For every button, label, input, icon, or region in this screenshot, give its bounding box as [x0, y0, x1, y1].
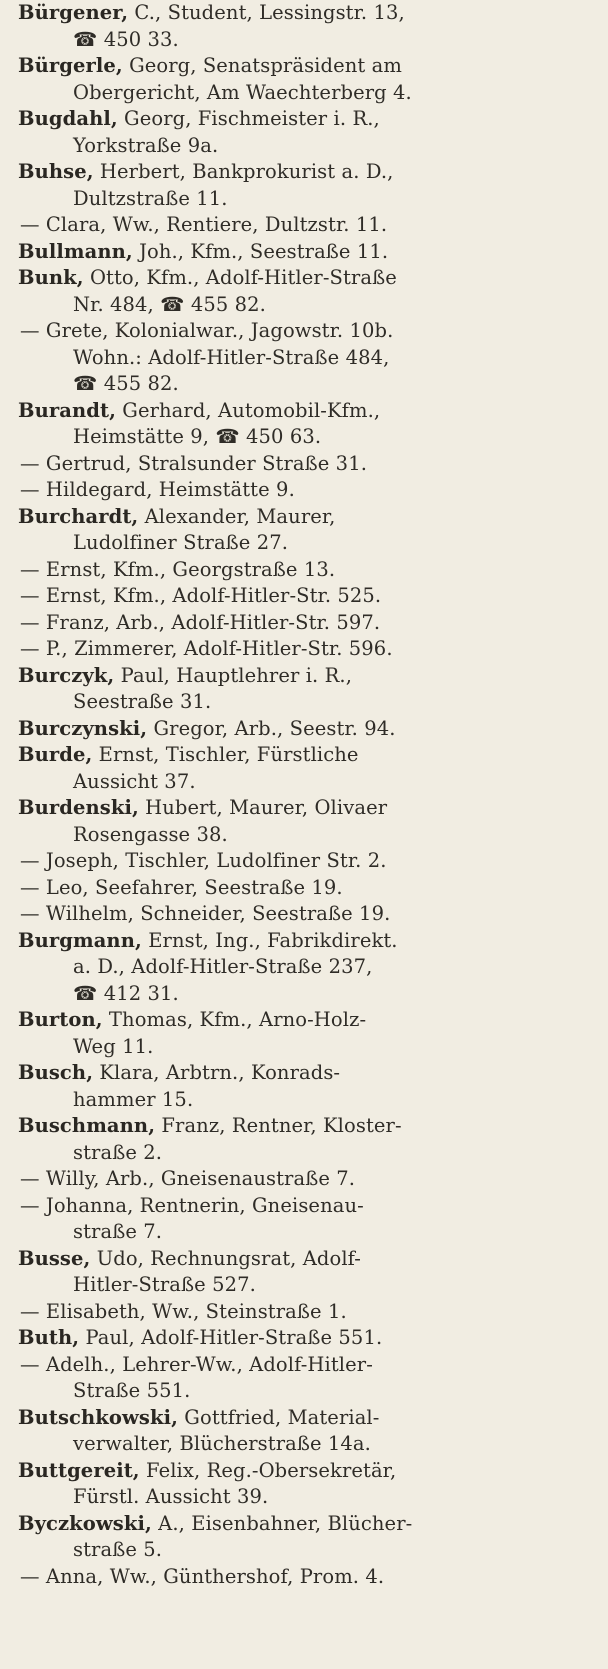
entry-details: Georg, Senatspräsident am	[122, 54, 402, 77]
directory-entry	[18, 239, 598, 266]
entry-details: A., Eisenbahner, Blücher-	[151, 1511, 413, 1535]
directory-entry	[18, 1458, 598, 1485]
related-entry: — Leo, Seefahrer, Seestraße 19.	[20, 875, 343, 899]
entry-details: Franz, Rentner, Kloster-	[155, 1114, 402, 1137]
continuation-line: straße 7.	[73, 1220, 163, 1243]
continuation-line: straße 2.	[73, 1140, 163, 1164]
entry-surname: Burczyk,	[18, 663, 115, 687]
entry-details: Herbert, Bankprokurist a. D.,	[93, 160, 394, 183]
directory-entry	[18, 265, 598, 292]
entry-surname: Burdenski,	[18, 796, 139, 819]
related-entry: — Clara, Ww., Rentiere, Dultzstr. 11.	[20, 213, 388, 236]
continuation-line: ☎ 412 31.	[73, 981, 179, 1005]
continuation-line: Obergericht, Am Waechterberg 4.	[73, 80, 412, 104]
directory-entry	[18, 504, 598, 531]
entry-details: Otto, Kfm., Adolf-Hitler-Straße	[83, 266, 397, 289]
related-entry: — Ernst, Kfm., Adolf-Hitler-Str. 525.	[20, 584, 382, 607]
related-entry: — Joseph, Tischler, Ludolfiner Str. 2.	[20, 849, 387, 872]
directory-entry	[18, 0, 598, 27]
related-entry: — Anna, Ww., Günthershof, Prom. 4.	[20, 1564, 385, 1588]
entry-details: Klara, Arbtrn., Konrads-	[93, 1061, 341, 1084]
continuation-line: a. D., Adolf-Hitler-Straße 237,	[73, 955, 373, 978]
entry-details: Gerhard, Automobil-Kfm.,	[115, 398, 381, 422]
related-entry: — Johanna, Rentnerin, Gneisenau-	[20, 1193, 364, 1217]
continuation-line: Dultzstraße 11.	[73, 186, 228, 210]
entry-surname: Burgmann,	[18, 928, 142, 952]
continuation-line: ☎ 450 33.	[73, 27, 179, 51]
continuation-line: Rosengasse 38.	[73, 822, 228, 846]
continuation-line: Fürstl. Aussicht 39.	[73, 1485, 269, 1508]
directory-entry	[18, 1113, 598, 1140]
entry-surname: Burton,	[18, 1008, 103, 1031]
directory-entry	[18, 1246, 598, 1273]
continuation-line: Hitler-Straße 527.	[73, 1273, 256, 1296]
continuation-line: Weg 11.	[73, 1034, 154, 1058]
directory-entry	[18, 53, 598, 80]
entry-details: C., Student, Lessingstr. 13,	[128, 1, 405, 24]
directory-entry	[18, 1325, 598, 1352]
continuation-line: Heimstätte 9, ☎ 450 63.	[73, 425, 322, 448]
related-entry: — Adelh., Lehrer-Ww., Adolf-Hitler-	[20, 1352, 373, 1376]
continuation-line: ☎ 455 82.	[73, 372, 179, 395]
related-entry: — Elisabeth, Ww., Steinstraße 1.	[20, 1299, 347, 1323]
related-entry: — Grete, Kolonialwar., Jagowstr. 10b.	[20, 319, 394, 342]
entry-surname: Burczynski,	[18, 716, 148, 740]
entry-details: Gottfried, Material-	[178, 1405, 380, 1429]
continuation-line: Yorkstraße 9a.	[73, 133, 219, 157]
related-entry: — Wilhelm, Schneider, Seestraße 19.	[20, 902, 391, 925]
directory-entry	[18, 663, 598, 690]
entry-surname: Buth,	[18, 1326, 80, 1349]
entry-details: Udo, Rechnungsrat, Adolf-	[90, 1246, 361, 1270]
continuation-line: hammer 15.	[73, 1087, 194, 1111]
entry-surname: Bunk,	[18, 266, 84, 289]
directory-entry	[18, 1511, 598, 1538]
directory-entry	[18, 928, 598, 955]
continuation-line: verwalter, Blücherstraße 14a.	[73, 1432, 371, 1455]
entry-surname: Butschkowski,	[18, 1405, 178, 1429]
entry-surname: Burchardt,	[18, 504, 139, 528]
continuation-line: Nr. 484, ☎ 455 82.	[73, 292, 266, 316]
continuation-line: Straße 551.	[73, 1379, 191, 1402]
related-entry: — Willy, Arb., Gneisenaustraße 7.	[20, 1167, 356, 1190]
related-entry: — Hildegard, Heimstätte 9.	[20, 478, 295, 501]
continuation-line: Aussicht 37.	[73, 769, 196, 793]
entry-details: Felix, Reg.-Obersekretär,	[139, 1458, 397, 1482]
continuation-line: Seestraße 31.	[73, 690, 212, 713]
directory-entry	[18, 742, 598, 769]
entry-details: Gregor, Arb., Seestr. 94.	[147, 716, 396, 740]
entry-details: Thomas, Kfm., Arno-Holz-	[102, 1008, 367, 1031]
continuation-line: straße 5.	[73, 1538, 163, 1561]
entry-surname: Buschmann,	[18, 1114, 156, 1137]
directory-entry	[18, 159, 598, 186]
directory-entry	[18, 795, 598, 822]
directory-entry	[18, 398, 598, 425]
entry-details: Paul, Adolf-Hitler-Straße 551.	[79, 1326, 383, 1349]
related-entry: — Franz, Arb., Adolf-Hitler-Str. 597.	[20, 610, 381, 634]
entry-details: Georg, Fischmeister i. R.,	[117, 107, 380, 130]
directory-entry	[18, 1007, 598, 1034]
entry-details: Hubert, Maurer, Olivaer	[138, 796, 388, 819]
entry-details: Paul, Hauptlehrer i. R.,	[114, 663, 353, 687]
entry-surname: Bugdahl,	[18, 107, 118, 130]
entry-surname: Busse,	[18, 1246, 91, 1270]
continuation-line: Ludolfiner Straße 27.	[73, 531, 289, 554]
entry-surname: Burandt,	[18, 398, 116, 422]
entry-surname: Burde,	[18, 743, 93, 766]
entry-surname: Bullmann,	[18, 239, 133, 263]
entry-surname: Byczkowski,	[18, 1511, 152, 1535]
entry-details: Alexander, Maurer,	[138, 504, 336, 528]
directory-entry	[18, 716, 598, 743]
entry-details: Joh., Kfm., Seestraße 11.	[132, 239, 389, 263]
entry-surname: Busch,	[18, 1061, 94, 1084]
continuation-line: Wohn.: Adolf-Hitler-Straße 484,	[73, 345, 390, 369]
entry-surname: Buhse,	[18, 160, 94, 183]
entry-surname: Bürgener,	[18, 1, 129, 24]
related-entry: — Gertrud, Stralsunder Straße 31.	[20, 451, 367, 475]
entry-details: Ernst, Ing., Fabrikdirekt.	[141, 928, 398, 952]
entry-surname: Bürgerle,	[18, 54, 123, 77]
directory-entry	[18, 1405, 598, 1432]
related-entry: — P., Zimmerer, Adolf-Hitler-Str. 596.	[20, 637, 393, 660]
directory-entry	[18, 1060, 598, 1087]
entry-surname: Buttgereit,	[18, 1458, 140, 1482]
related-entry: — Ernst, Kfm., Georgstraße 13.	[20, 557, 336, 581]
directory-entry	[18, 106, 598, 133]
entry-details: Ernst, Tischler, Fürstliche	[92, 743, 359, 766]
